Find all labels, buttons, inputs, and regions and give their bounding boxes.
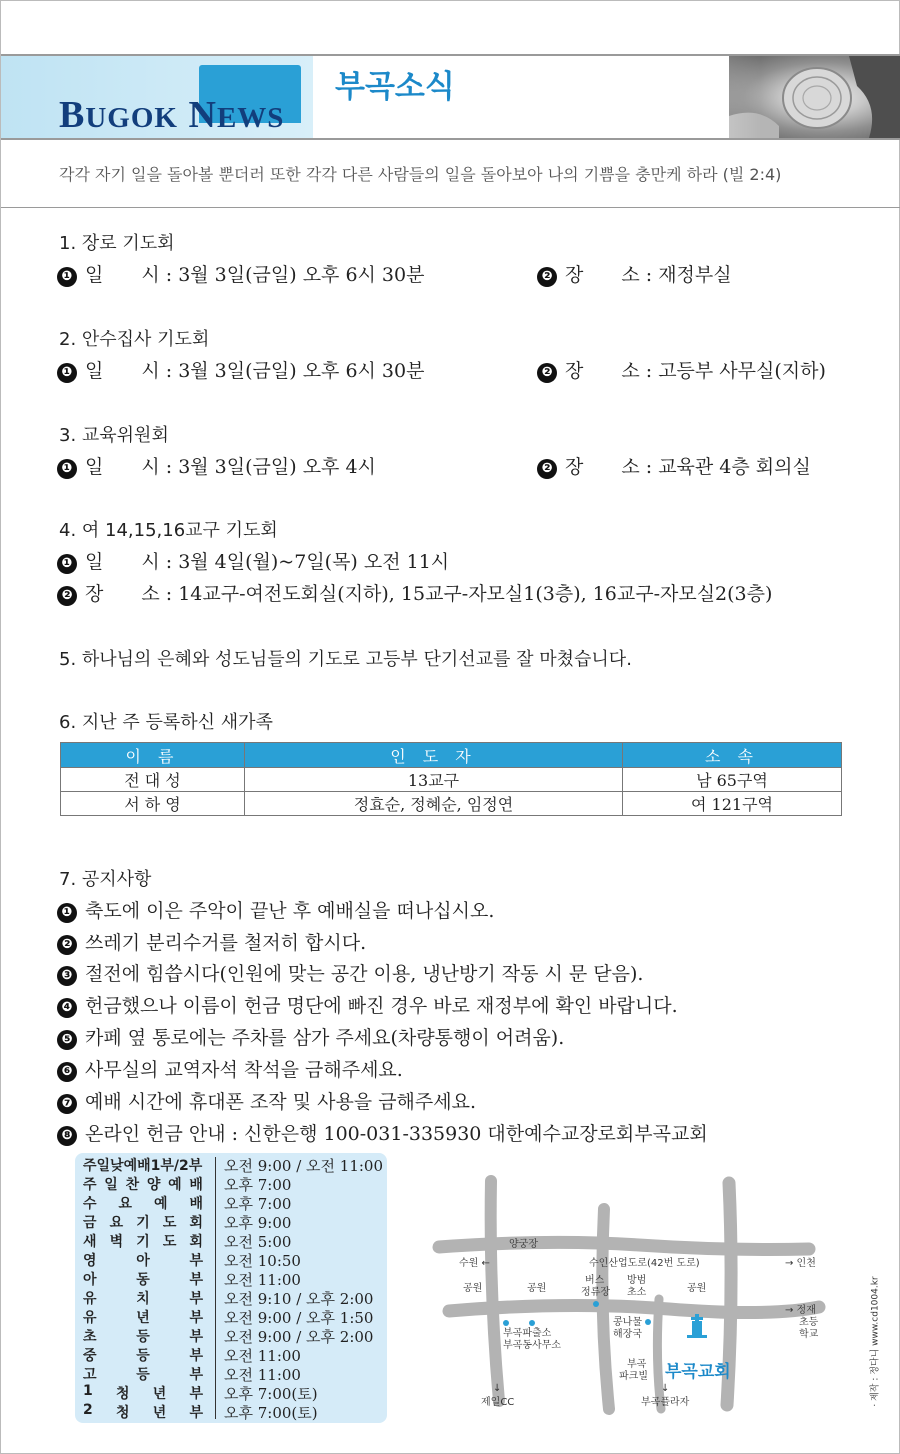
map-label-church: 부곡교회	[665, 1362, 731, 1382]
section-4-title: 4. 여 14,15,16교구 기도회	[59, 520, 278, 541]
section-3-time: ❶ 일 시 : 3월 3일(금일) 오후 4시	[57, 452, 376, 479]
section-2-time: ❶ 일 시 : 3월 3일(금일) 오후 6시 30분	[57, 356, 424, 383]
schedule-service-time: 오전 9:10 / 오후 2:00	[224, 1290, 374, 1308]
notice-item: ❹ 헌금했으나 이름이 헌금 명단에 빠진 경우 바로 재정부에 확인 바랍니다.	[57, 991, 678, 1018]
table-header-row	[61, 743, 842, 768]
map-label-road: 수인산업도로(42번 도로)	[589, 1258, 700, 1269]
cell-guide: 정효순, 정혜순, 임정연	[245, 792, 623, 816]
number-marker: ❷	[537, 267, 557, 287]
down-arrow-icon: ↓	[661, 1383, 670, 1394]
number-marker: ❷	[537, 363, 557, 383]
section-2-title: 2. 안수집사 기도회	[59, 329, 210, 350]
schedule-service-name: 1 청 년 부	[83, 1383, 203, 1402]
schedule-service-time: 오전 10:50	[224, 1252, 301, 1270]
schedule-service-time: 오전 9:00 / 오후 2:00	[224, 1328, 374, 1346]
notice-item: ❻ 사무실의 교역자석 착석을 금해주세요.	[57, 1055, 403, 1082]
number-marker: ❼	[57, 1094, 77, 1114]
map-marker	[529, 1320, 535, 1326]
map-marker	[503, 1320, 509, 1326]
number-marker: ❶	[57, 459, 77, 479]
map-label-park: 공원	[463, 1283, 483, 1294]
cell-name: 전 대 성	[61, 768, 245, 792]
schedule-service-time: 오후 9:00	[224, 1214, 292, 1232]
section-1-time: ❶ 일 시 : 3월 3일(금일) 오후 6시 30분	[57, 260, 424, 287]
header-district: 소 속	[623, 743, 842, 768]
header-bottom-rule	[1, 138, 900, 140]
map-marker	[645, 1319, 651, 1325]
section-5-text: 5. 하나님의 은혜와 성도님들의 기도로 고등부 단기선교를 잘 마쳤습니다.	[59, 649, 632, 670]
map-label-restaurant: 해장국	[613, 1329, 642, 1340]
schedule-service-time: 오전 5:00	[224, 1233, 292, 1251]
notice-item: ❼ 예배 시간에 휴대폰 조작 및 사용을 금해주세요.	[57, 1087, 476, 1114]
notice-item: ❷ 쓰레기 분리수거를 철저히 합시다.	[57, 928, 366, 955]
schedule-service-name: 고 등 부	[83, 1367, 203, 1383]
schedule-service-name: 수 요 예 배	[83, 1196, 203, 1212]
number-marker: ❶	[57, 903, 77, 923]
number-marker: ❺	[57, 1030, 77, 1050]
header-guide: 인 도 자	[245, 743, 623, 768]
cell-district: 남 65구역	[623, 768, 842, 792]
table-row	[61, 792, 842, 816]
section-3-place: ❷ 장 소 : 교육관 4층 회의실	[537, 452, 811, 479]
number-marker: ❻	[57, 1062, 77, 1082]
header-name: 이 름	[61, 743, 245, 768]
header-photo-fade	[601, 56, 761, 138]
map-label-school: → 정재	[785, 1305, 816, 1316]
map-label-park: 공원	[687, 1283, 707, 1294]
notice-item: ❺ 카페 옆 통로에는 주차를 삼가 주세요(차량통행이 어려움).	[57, 1023, 564, 1050]
bugok-news-logo: BUGOK NEWS	[59, 94, 285, 136]
design-credit: · 제작 : 정다니 www.cd1004.kr	[870, 1276, 881, 1407]
map-label-crime: 방범	[627, 1275, 647, 1286]
notice-item: ❸ 절전에 힘씁시다(인원에 맞는 공간 이용, 냉난방기 작동 시 문 닫음).	[57, 959, 643, 986]
map-label-restaurant: 콩나물	[613, 1317, 642, 1328]
schedule-service-name: 아 동 부	[83, 1272, 203, 1288]
schedule-service-time: 오전 11:00	[224, 1347, 301, 1365]
notice-item: ❶ 축도에 이은 주악이 끝난 후 예배실을 떠나십시오.	[57, 896, 494, 923]
worship-schedule: 주일낮예배1부/2부 오전 9:00 / 오전 11:00 주 일 찬 양 예 배 오후 7:00 수 요 예 배 오후 7:00 금 요 기 도 회 오후 9:00 새 벽 기 도 회 오전 5:00 영 아 부 오전 10:50 아 동 부 오전 11:00 유 치 부 오전 9:10 / 오후 2:00 유 년 부 오전 9:00 / 오후 1:50 초 등 부 오전 9:00 / 오후 2:00 중 등 부 오전 11:00 고 등 부 오전 11:00 1 청 년 부 오후 7:00(토) 2 청 년 부 오후 7:00(토)	[75, 1153, 387, 1423]
schedule-service-name: 새 벽 기 도 회	[83, 1234, 203, 1250]
number-marker: ❶	[57, 554, 77, 574]
schedule-service-name: 초 등 부	[83, 1329, 203, 1345]
number-marker: ❶	[57, 267, 77, 287]
schedule-service-name: 영 아 부	[83, 1253, 203, 1269]
map-label-incheon: → 인천	[785, 1258, 816, 1269]
schedule-service-time: 오후 7:00	[224, 1176, 292, 1194]
section-1-title: 1. 장로 기도회	[59, 233, 175, 254]
section-2-place: ❷ 장 소 : 고등부 사무실(지하)	[537, 356, 826, 383]
map-label-park: 공원	[527, 1283, 547, 1294]
map-label-archery: 양궁장	[509, 1239, 538, 1250]
verse-rule	[1, 207, 900, 208]
number-marker: ❹	[57, 998, 77, 1018]
number-marker: ❷	[57, 586, 77, 606]
down-arrow-icon: ↓	[493, 1383, 502, 1394]
section-6-title: 6. 지난 주 등록하신 새가족	[59, 712, 273, 733]
schedule-service-time: 오전 11:00	[224, 1271, 301, 1289]
map-label-plaza: 부곡플라자	[641, 1397, 690, 1408]
schedule-service-time: 오전 11:00	[224, 1366, 301, 1384]
map-label-school: 초등	[799, 1317, 819, 1328]
new-family-table	[60, 742, 842, 816]
schedule-service-name: 주 일 찬 양 예 배	[83, 1177, 203, 1193]
cell-name: 서 하 영	[61, 792, 245, 816]
map-label-bus: 버스	[585, 1275, 605, 1286]
scripture-verse: 각각 자기 일을 돌아볼 뿐더러 또한 각각 다른 사람들의 일을 돌아보아 나의 기쁨을 충만케 하라 (빌 2:4)	[59, 165, 782, 184]
section-4-time: ❶ 일 시 : 3월 4일(월)~7일(목) 오전 11시	[57, 547, 449, 574]
map-label-office: 부곡동사무소	[503, 1340, 561, 1351]
schedule-service-time: 오후 7:00(토)	[224, 1404, 318, 1422]
cell-district: 여 121구역	[623, 792, 842, 816]
map-label-jeil: 제일CC	[481, 1397, 515, 1408]
section-4-place: ❷ 장 소 : 14교구-여전도회실(지하), 15교구-자모실1(3층), 16교구-자모실2(3층)	[57, 579, 772, 606]
schedule-service-name: 금 요 기 도 회	[83, 1215, 203, 1231]
schedule-divider	[215, 1157, 216, 1419]
schedule-service-time: 오전 9:00 / 오후 1:50	[224, 1309, 374, 1327]
schedule-service-time: 오후 7:00(토)	[224, 1385, 318, 1403]
church-location-map	[429, 1169, 841, 1419]
schedule-service-time: 오후 7:00	[224, 1195, 292, 1213]
map-label-bus: 정류장	[581, 1287, 610, 1298]
number-marker: ❶	[57, 363, 77, 383]
schedule-service-name: 유 년 부	[83, 1310, 203, 1326]
map-label-crime: 초소	[627, 1287, 647, 1298]
schedule-service-name: 중 등 부	[83, 1348, 203, 1364]
section-1-place: ❷ 장 소 : 재정부실	[537, 260, 732, 287]
notice-item-online-offering: ❽ 온라인 헌금 안내 : 신한은행 100-031-335930 대한예수교장로회부곡교회	[57, 1119, 708, 1146]
schedule-service-name: 2 청 년 부	[83, 1402, 203, 1421]
schedule-service-name: 유 치 부	[83, 1291, 203, 1307]
map-label-school: 학교	[799, 1329, 819, 1340]
map-label-police: 부곡파출소	[503, 1328, 552, 1339]
number-marker: ❷	[57, 935, 77, 955]
cell-guide: 13교구	[245, 768, 623, 792]
number-marker: ❽	[57, 1126, 77, 1146]
map-label-parkville: 부곡	[627, 1359, 647, 1370]
table-row	[61, 768, 842, 792]
section-7-title: 7. 공지사항	[59, 869, 152, 890]
section-3-title: 3. 교육위원회	[59, 425, 169, 446]
page-title: 부곡소식	[335, 69, 455, 105]
map-label-parkville: 파크빌	[619, 1371, 648, 1382]
map-marker	[593, 1301, 599, 1307]
map-label-suwon: 수원 ←	[459, 1258, 490, 1269]
number-marker: ❸	[57, 966, 77, 986]
number-marker: ❷	[537, 459, 557, 479]
